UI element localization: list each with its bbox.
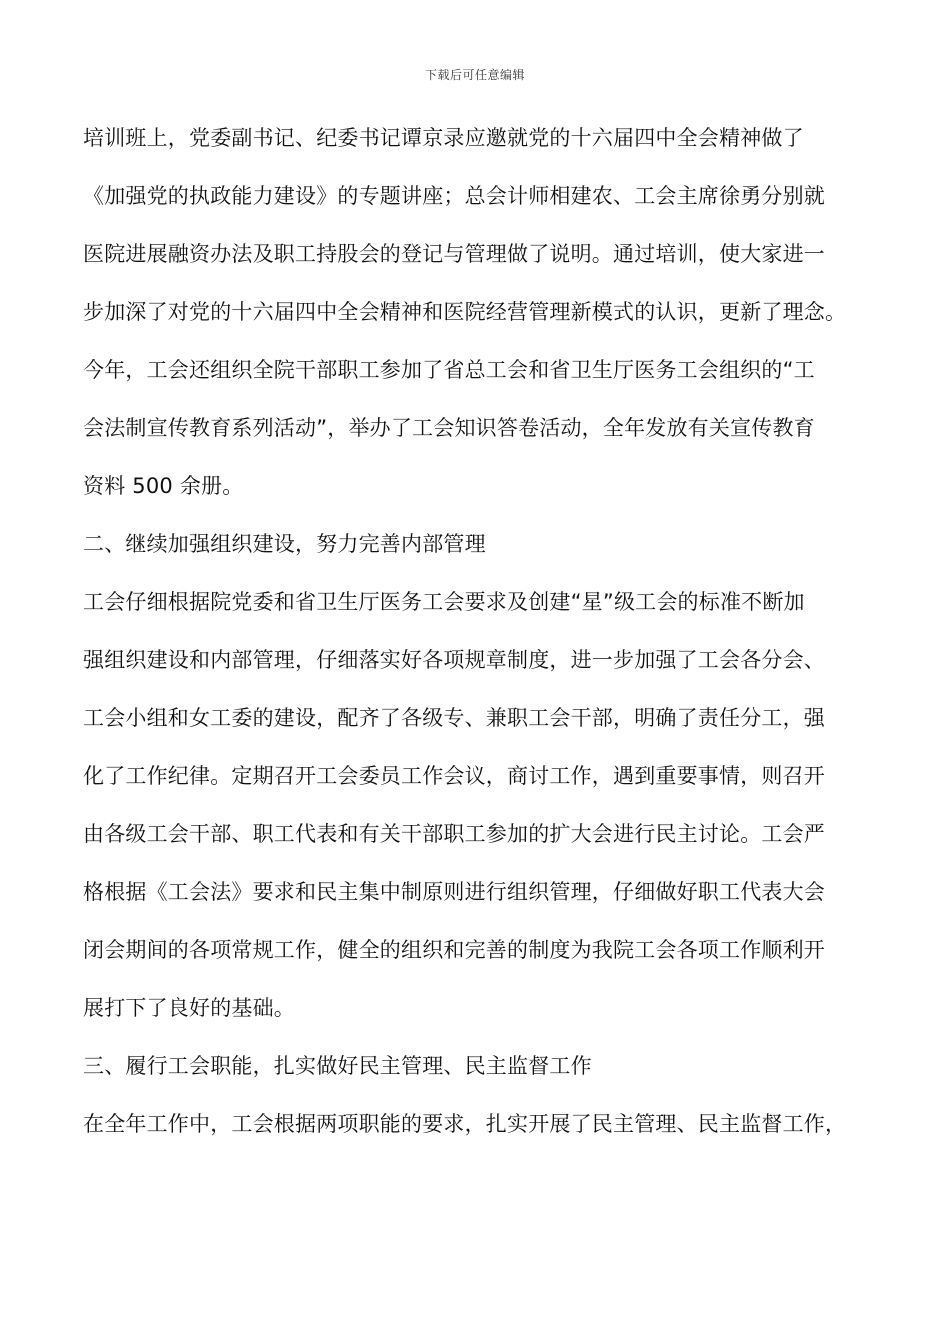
- text-line: 展打下了良好的基础。: [83, 996, 295, 1020]
- text-line: 强组织建设和内部管理，仔细落实好各项规章制度，进一步加强了工会各分会、: [83, 648, 825, 672]
- text-line: 《加强党的执政能力建设》的专题讲座；总会计师相建农、工会主席徐勇分别就: [83, 184, 825, 208]
- text-line: 今年，工会还组织全院干部职工参加了省总工会和省卫生厅医务工会组织的“工: [83, 358, 815, 382]
- text-line: 闭会期间的各项常规工作，健全的组织和完善的制度为我院工会各项工作顺利开: [83, 938, 825, 962]
- text-line: 会法制宣传教育系列活动”，举办了工会知识答卷活动，全年发放有关宣传教育: [83, 416, 815, 440]
- body-text: [83, 118, 883, 1162]
- text-line: 工会仔细根据院党委和省卫生厅医务工会要求及创建“星”级工会的标准不断加: [83, 590, 805, 614]
- text-line: 由各级工会干部、职工代表和有关干部职工参加的扩大会进行民主讨论。工会严: [83, 822, 825, 846]
- text-line: 资料 500 余册。: [83, 474, 244, 498]
- text-line: 在全年工作中，工会根据两项职能的要求，扎实开展了民主管理、民主监督工作，: [83, 1112, 847, 1136]
- section-heading-2: 二、继续加强组织建设，努力完善内部管理: [83, 532, 486, 556]
- text-line: 培训班上，党委副书记、纪委书记谭京录应邀就党的十六届四中全会精神做了: [83, 126, 804, 150]
- header-note: 下载后可任意编辑: [424, 68, 525, 82]
- text-line: 步加深了对党的十六届四中全会精神和医院经营管理新模式的认识，更新了理念。: [83, 300, 847, 324]
- text-line: 医院进展融资办法及职工持股会的登记与管理做了说明。通过培训，使大家进一: [83, 242, 825, 266]
- section-heading-3: 三、履行工会职能，扎实做好民主管理、民主监督工作: [83, 1054, 592, 1078]
- text-line: 格根据《工会法》要求和民主集中制原则进行组织管理，仔细做好职工代表大会: [83, 880, 825, 904]
- text-line: 化了工作纪律。定期召开工会委员工作会议，商讨工作，遇到重要事情，则召开: [83, 764, 825, 788]
- text-line: 工会小组和女工委的建设，配齐了各级专、兼职工会干部，明确了责任分工，强: [83, 706, 825, 730]
